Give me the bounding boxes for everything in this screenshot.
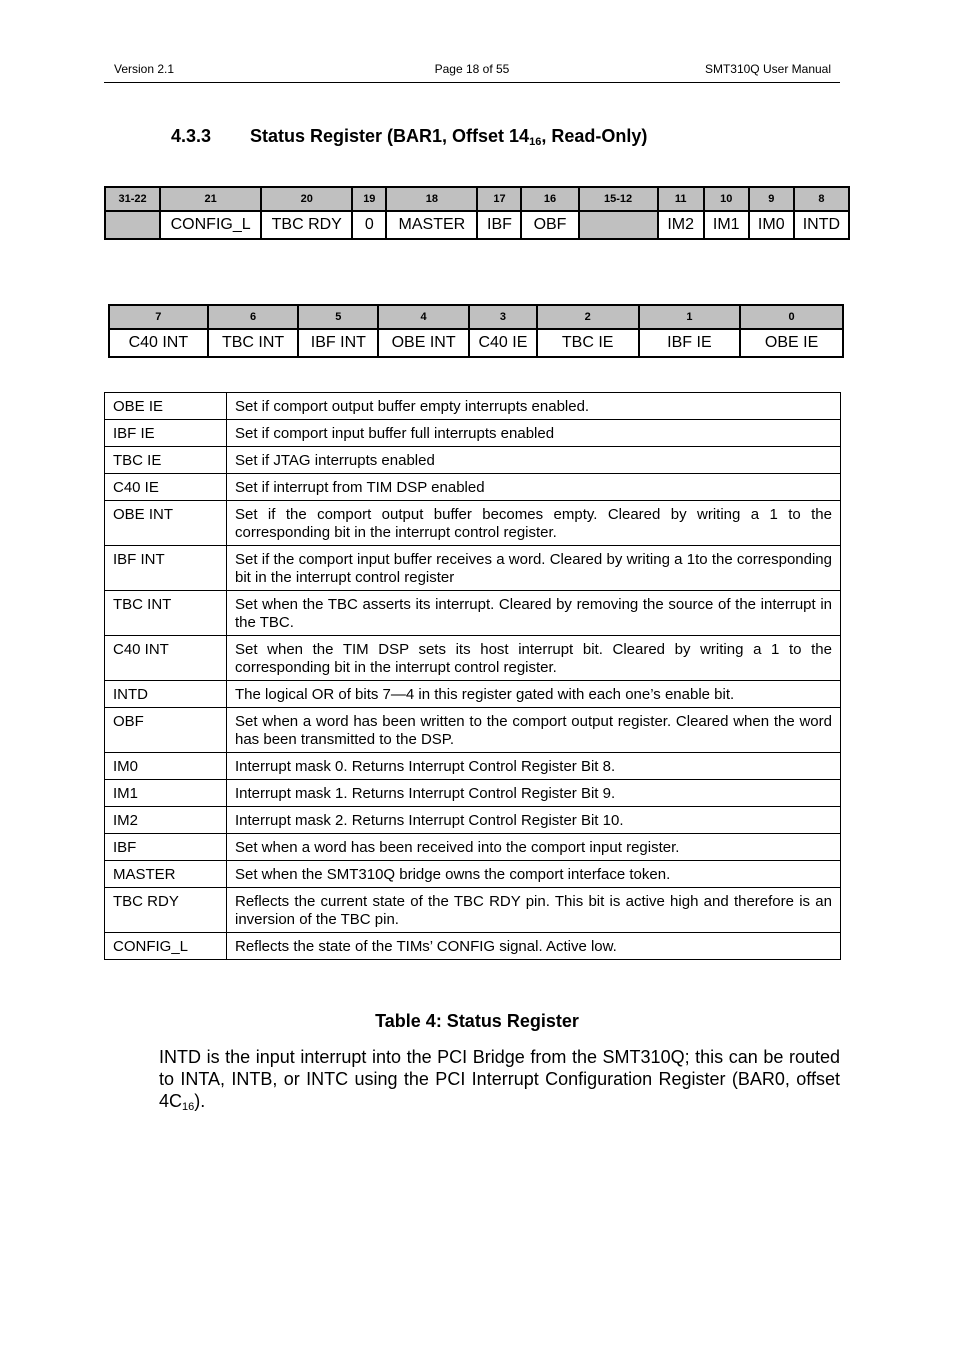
field-name: OBE INT <box>105 501 227 546</box>
bit-name: IM0 <box>749 211 794 239</box>
table-row <box>105 681 841 708</box>
field-name: IBF INT <box>105 546 227 591</box>
bit-header: 1 <box>639 305 741 329</box>
bit-name: IM1 <box>704 211 749 239</box>
bit-name-row <box>105 211 849 239</box>
table-caption: Table 4: Status Register <box>375 1011 579 1031</box>
field-description: Set when a word has been received into the comport input register. <box>227 834 841 861</box>
bit-header: 8 <box>794 187 849 211</box>
bit-header: 4 <box>378 305 469 329</box>
bit-name: TBC INT <box>208 329 299 357</box>
field-name: TBC INT <box>105 591 227 636</box>
field-name: IM1 <box>105 780 227 807</box>
bit-name: INTD <box>794 211 849 239</box>
bit-name-row <box>109 329 843 357</box>
bit-layout-high-table <box>104 186 850 240</box>
bit-header: 0 <box>740 305 843 329</box>
bit-header: 6 <box>208 305 299 329</box>
field-description: Set if comport output buffer empty interrupts enabled. <box>227 393 841 420</box>
section-title-end: , Read-Only) <box>541 126 648 146</box>
bit-name: C40 INT <box>109 329 208 357</box>
field-name: TBC IE <box>105 447 227 474</box>
field-description: Set when the SMT310Q bridge owns the comport interface token. <box>227 861 841 888</box>
bit-name: IBF IE <box>639 329 741 357</box>
bit-header: 9 <box>749 187 794 211</box>
body-paragraph <box>159 1046 840 1112</box>
field-description: Interrupt mask 2. Returns Interrupt Control Register Bit 10. <box>227 807 841 834</box>
bit-header: 19 <box>352 187 386 211</box>
bit-layout-low-table <box>108 304 844 358</box>
field-description: Set when the TIM DSP sets its host interrupt bit. Cleared by writing a 1 to the corresponding bit in the interrupt control register. <box>227 636 841 681</box>
field-description: Interrupt mask 1. Returns Interrupt Control Register Bit 9. <box>227 780 841 807</box>
bit-number-row <box>109 305 843 329</box>
table-row <box>105 591 841 636</box>
bit-name: IBF INT <box>298 329 378 357</box>
bit-name: IBF <box>477 211 521 239</box>
field-description: Set if comport input buffer full interrupts enabled <box>227 420 841 447</box>
field-description: Set if the comport output buffer becomes empty. Cleared by writing a 1 to the corresponding bit in the interrupt control register. <box>227 501 841 546</box>
table-row <box>105 888 841 933</box>
field-name: IBF <box>105 834 227 861</box>
bit-name: MASTER <box>386 211 477 239</box>
bit-header: 15-12 <box>579 187 658 211</box>
table-row <box>105 708 841 753</box>
field-name: IM0 <box>105 753 227 780</box>
bit-name: CONFIG_L <box>160 211 261 239</box>
section-number: 4.3.3 <box>171 126 212 146</box>
table-row <box>105 420 841 447</box>
table-row <box>105 393 841 420</box>
table-row <box>105 753 841 780</box>
bit-header: 17 <box>477 187 521 211</box>
field-description: Set if JTAG interrupts enabled <box>227 447 841 474</box>
table-row <box>105 474 841 501</box>
bit-header: 18 <box>386 187 477 211</box>
field-name: MASTER <box>105 861 227 888</box>
bit-name: 0 <box>352 211 386 239</box>
field-description: Reflects the current state of the TBC RDY pin. This bit is active high and therefore is an inversion of the TBC pin. <box>227 888 841 933</box>
field-name: IM2 <box>105 807 227 834</box>
field-description: Set if the comport input buffer receives a word. Cleared by writing a 1to the corresponding bit in the interrupt control register <box>227 546 841 591</box>
field-description: Reflects the state of the TIMs’ CONFIG signal. Active low. <box>227 933 841 960</box>
header-manual-title: SMT310Q User Manual <box>704 62 831 76</box>
field-name: CONFIG_L <box>105 933 227 960</box>
bit-name: IM2 <box>658 211 704 239</box>
reserved-bits-cell <box>105 211 160 239</box>
field-description: Set if interrupt from TIM DSP enabled <box>227 474 841 501</box>
section-title-main: Status Register (BAR1, Offset 14 <box>250 126 530 146</box>
field-name: C40 INT <box>105 636 227 681</box>
field-name: TBC RDY <box>105 888 227 933</box>
table-row <box>105 834 841 861</box>
field-description: The logical OR of bits 7—4 in this register gated with each one’s enable bit. <box>227 681 841 708</box>
bit-header: 3 <box>469 305 537 329</box>
bit-name: OBE IE <box>740 329 843 357</box>
table-row <box>105 546 841 591</box>
header-version: Version 2.1 <box>114 62 175 76</box>
field-name: OBE IE <box>105 393 227 420</box>
bit-name: OBE INT <box>378 329 469 357</box>
field-description: Set when the TBC asserts its interrupt. Cleared by removing the source of the interrupt in the TBC. <box>227 591 841 636</box>
bit-name: OBF <box>521 211 578 239</box>
bit-number-row <box>105 187 849 211</box>
table-row <box>105 933 841 960</box>
table-row <box>105 861 841 888</box>
reserved-bits-cell <box>579 211 658 239</box>
table-row <box>105 501 841 546</box>
section-heading <box>171 126 647 147</box>
table-row <box>105 447 841 474</box>
field-description: Interrupt mask 0. Returns Interrupt Control Register Bit 8. <box>227 753 841 780</box>
bit-header: 10 <box>704 187 749 211</box>
bit-header: 11 <box>658 187 704 211</box>
field-description: Set when a word has been written to the comport output register. Cleared when the word has been transmitted to the DSP. <box>227 708 841 753</box>
paragraph-end: ). <box>194 1091 206 1111</box>
bit-header: 31-22 <box>105 187 160 211</box>
section-title-subscript: 16 <box>529 136 542 148</box>
table-row <box>105 807 841 834</box>
bit-header: 20 <box>261 187 352 211</box>
bit-name: TBC IE <box>537 329 639 357</box>
table-row <box>105 636 841 681</box>
paragraph-text: INTD is the input interrupt into the PCI Bridge from the SMT310Q; this can be routed to INTA, INTB, or INTC using the PCI Interrupt Configuration Register (BAR0, offset 4C <box>159 1047 840 1111</box>
header-page-number: Page 18 of 55 <box>434 62 510 76</box>
field-name: OBF <box>105 708 227 753</box>
bit-header: 7 <box>109 305 208 329</box>
table-row <box>105 780 841 807</box>
field-name: INTD <box>105 681 227 708</box>
bit-header: 5 <box>298 305 378 329</box>
bit-header: 16 <box>521 187 578 211</box>
bit-header: 2 <box>537 305 639 329</box>
bit-header: 21 <box>160 187 261 211</box>
paragraph-subscript: 16 <box>182 1101 195 1113</box>
field-name: IBF IE <box>105 420 227 447</box>
field-name: C40 IE <box>105 474 227 501</box>
bit-description-table <box>104 392 841 960</box>
bit-name: C40 IE <box>469 329 537 357</box>
page-header <box>104 62 840 83</box>
bit-name: TBC RDY <box>261 211 352 239</box>
